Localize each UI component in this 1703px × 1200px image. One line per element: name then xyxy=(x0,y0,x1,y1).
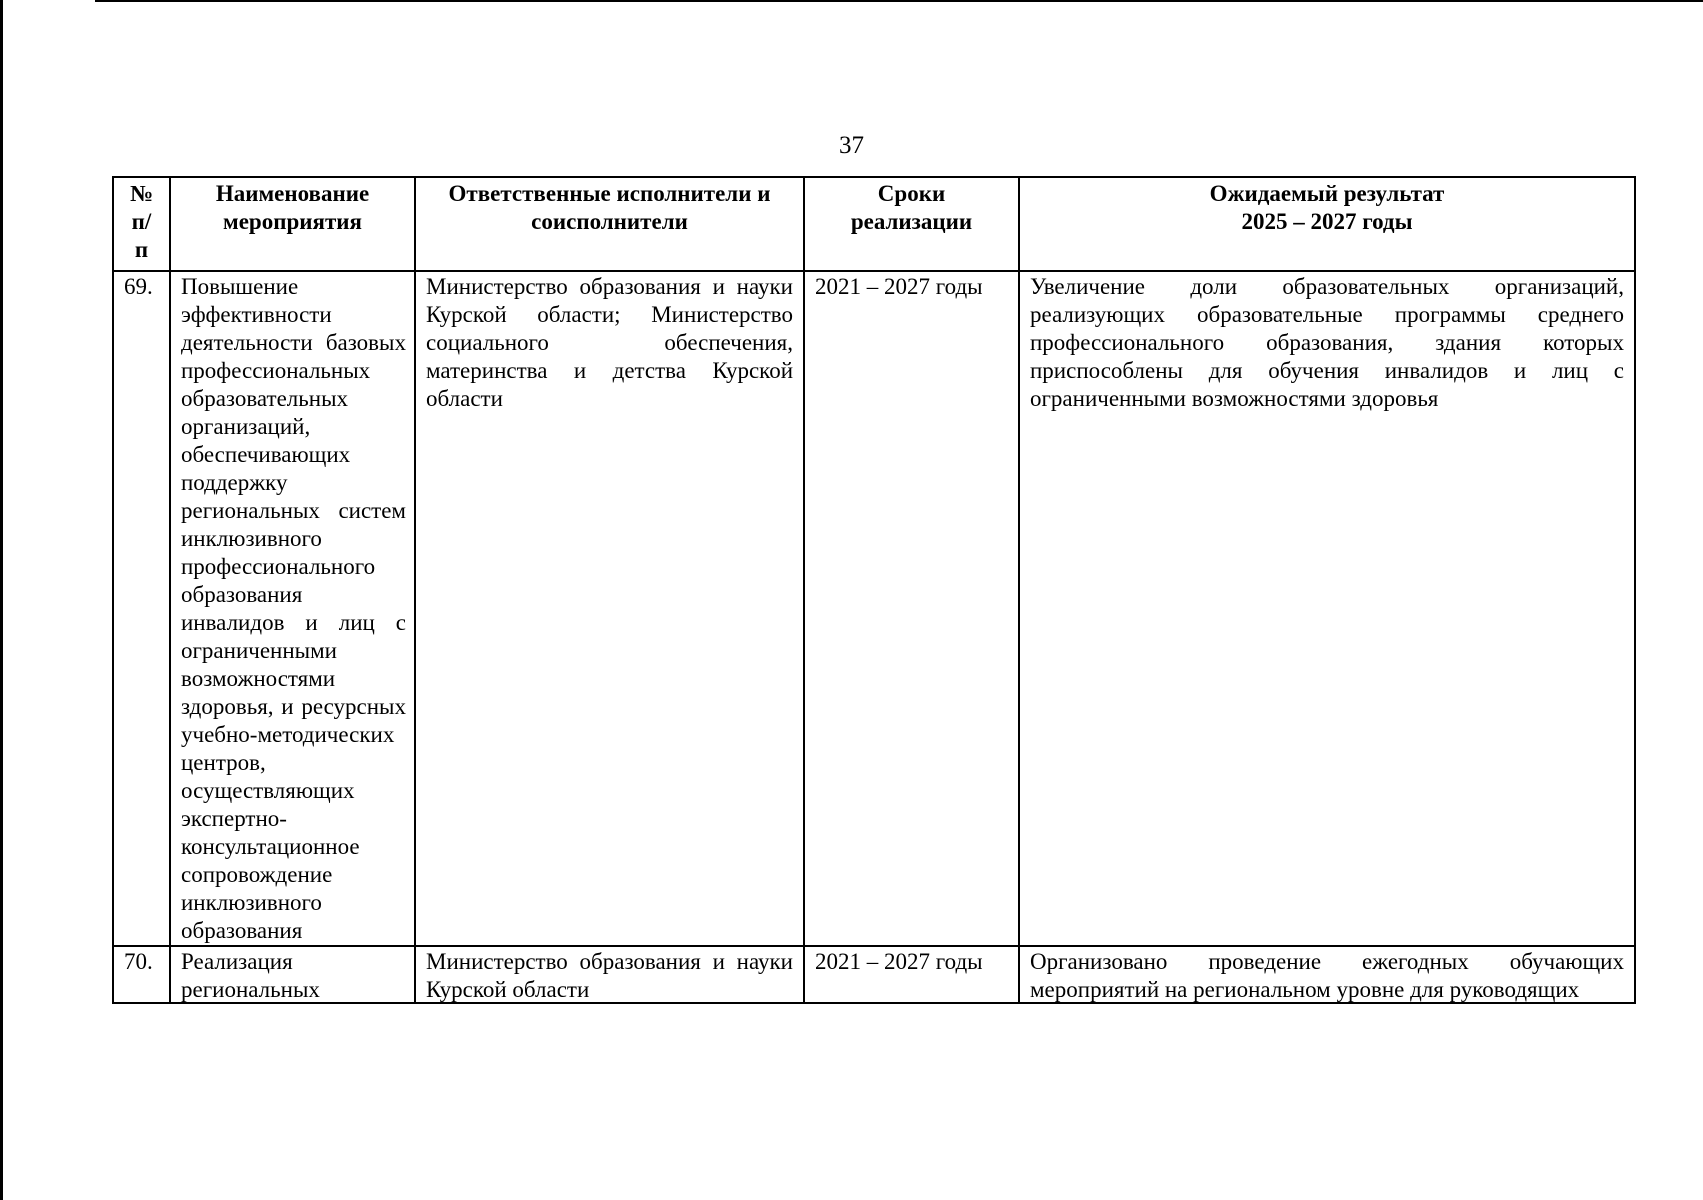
measure-name-cell xyxy=(170,271,415,946)
header-responsible: Ответственные исполнители и соисполнители xyxy=(415,177,804,271)
responsible-executors: Министерство образования и науки Курской области; Министерство социального обеспечения, материнства и детства Курской области xyxy=(415,271,804,946)
implementation-terms: 2021 – 2027 годы xyxy=(804,271,1019,946)
implementation-terms: 2021 – 2027 годы xyxy=(804,946,1019,1003)
responsible-executors-cell xyxy=(415,946,804,1003)
header-result-title: Ожидаемый результат xyxy=(1209,181,1445,206)
measure-name: Повышение эффективности деятельности базовых профессиональных образовательных организаций, обеспечивающих поддержку региональных систем инклюзивного профессионального образования инвалидов и лиц с ограниченными возможностями здоровья, и ресурсных учебно-методических центров, осуществляющих экспертно-консультационное сопровождение инклюзивного образования xyxy=(181,274,406,943)
header-name: Наименование мероприятия xyxy=(170,177,415,271)
table-row xyxy=(113,946,1635,1003)
expected-result-cell xyxy=(1019,946,1635,1003)
table-row xyxy=(113,271,1635,946)
expected-result: Организовано проведение ежегодных обучающих мероприятий на региональном уровне для руководящих xyxy=(1030,949,1624,1002)
row-number: 69. xyxy=(113,271,170,946)
measure-name-cell xyxy=(170,946,415,1003)
page-number: 37 xyxy=(839,132,864,159)
table-header-row xyxy=(113,177,1635,271)
header-terms: Сроки реализации xyxy=(804,177,1019,271)
row-number: 70. xyxy=(113,946,170,1003)
measure-name: Реализация региональных xyxy=(181,949,320,1002)
measures-table xyxy=(112,176,1636,1004)
scan-edge-left xyxy=(0,0,3,1200)
header-result-years: 2025 – 2027 годы xyxy=(1241,209,1413,234)
expected-result: Увеличение доли образовательных организаций, реализующих образовательные программы среднего профессионального образования, здания которых приспособлены для обучения инвалидов и лиц с ограниченными возможностями здоровья xyxy=(1019,271,1635,946)
header-result xyxy=(1019,177,1635,271)
responsible-executors: Министерство образования и науки Курской области xyxy=(426,949,793,1002)
header-num: № п/ п xyxy=(113,177,170,271)
scan-edge-top xyxy=(95,0,1703,2)
